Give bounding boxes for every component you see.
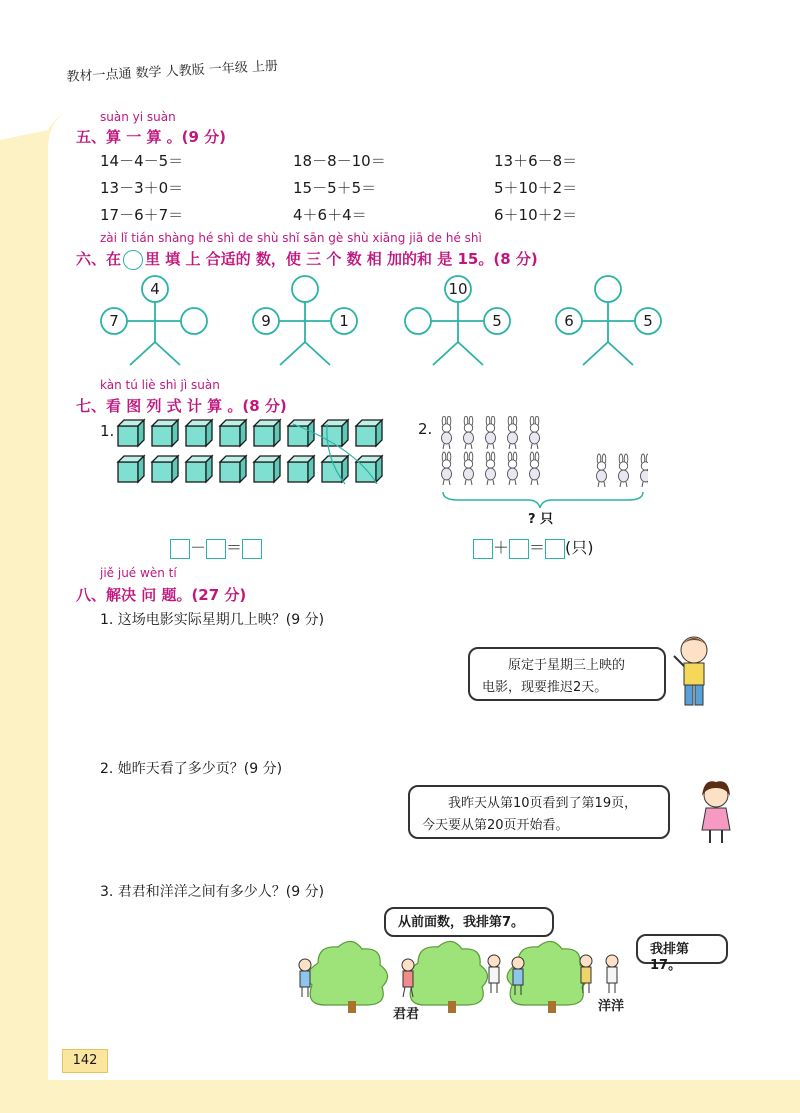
s8-title: 八、解决 问 题。(27 分): [76, 586, 247, 604]
plus-sign: ＋: [493, 538, 510, 557]
q3-speech-bubble-2: 我排第17。: [636, 934, 728, 964]
book-header: 教材一点通 数学 人教版 一年级 上册: [66, 58, 279, 85]
figure-right-circle: [181, 308, 207, 334]
q1-bubble-line: 原定于星期三上映的: [508, 658, 626, 673]
s5-eq: 15－5＋5＝: [293, 179, 377, 197]
s7-p2-number: 2.: [418, 420, 433, 438]
queue-picture: [290, 935, 630, 1015]
answer-box[interactable]: [206, 539, 226, 559]
brace-label: ? 只: [528, 512, 554, 527]
s5-eq: 17－6＋7＝: [100, 206, 184, 224]
s5-eq: 13－3＋0＝: [100, 179, 184, 197]
s5-eq: 5＋10＋2＝: [494, 179, 578, 197]
rabbits-picture: [438, 416, 648, 516]
answer-box[interactable]: [242, 539, 262, 559]
blank-circle-icon: [123, 250, 143, 270]
s7-equation-2: [473, 535, 594, 559]
s8-pinyin: jiě jué wèn tí: [100, 566, 177, 580]
name-label-junjun: 君君: [393, 1007, 420, 1022]
rabbit-icon: [442, 416, 649, 487]
answer-box[interactable]: [473, 539, 493, 559]
s7-p1-number: 1.: [100, 422, 115, 440]
fig2-right-value: 1: [339, 312, 349, 330]
fig2-left-value: 9: [261, 312, 271, 330]
fig4-right-value: 5: [643, 312, 653, 330]
cubes-picture: [115, 418, 390, 488]
q1-text: 1. 这场电影实际星期几上映？(9 分): [100, 612, 325, 628]
s5-eq: 4＋6＋4＝: [293, 206, 367, 224]
answer-box[interactable]: [545, 539, 565, 559]
cube-icon: [118, 420, 382, 482]
minus-sign: －: [190, 538, 207, 557]
answer-box[interactable]: [170, 539, 190, 559]
tree-icon: [307, 941, 587, 1005]
q3-text: 3. 君君和洋洋之间有多少人？(9 分): [100, 884, 325, 900]
equals-sign: ＝: [529, 538, 546, 557]
fig3-top-value: 10: [448, 280, 468, 298]
s5-eq: 13＋6－8＝: [494, 152, 578, 170]
q2-bubble-line: 我昨天从第10页看到了第19页，: [448, 796, 638, 811]
name-label-yangyang: 洋洋: [598, 999, 625, 1014]
equals-sign: ＝: [226, 538, 243, 557]
fig1-left-value: 7: [109, 312, 119, 330]
girl-icon: [696, 780, 736, 846]
s6-title-pre: 六、在: [76, 250, 122, 268]
page-number: 142: [62, 1049, 108, 1073]
boy-icon: [672, 632, 718, 712]
fig1-top-value: 4: [150, 280, 160, 298]
fig4-left-value: 6: [564, 312, 574, 330]
unit-label: (只): [565, 538, 594, 557]
s6-pinyin: zài lǐ tián shàng hé shì de shù shǐ sān gè shù xiāng jiā de hé shì: [100, 231, 482, 245]
q2-speech-bubble: [408, 785, 670, 839]
figure-left-circle: [405, 308, 431, 334]
q1-bubble-line: 电影，现要推迟2天。: [482, 680, 608, 695]
q2-bubble-line: 今天要从第20页开始看。: [422, 818, 569, 833]
s5-pinyin: suàn yi suàn: [100, 110, 176, 124]
figure-head-circle: [292, 276, 318, 302]
s5-eq: 18－8－10＝: [293, 152, 386, 170]
s7-equation-1: [170, 535, 262, 559]
answer-box[interactable]: [509, 539, 529, 559]
fig3-right-value: 5: [492, 312, 502, 330]
s5-eq: 14－4－5＝: [100, 152, 184, 170]
q3-speech-bubble-1: 从前面数，我排第7。: [384, 907, 554, 937]
figure-head-circle: [595, 276, 621, 302]
s7-title: 七、看 图 列 式 计 算 。(8 分): [76, 397, 287, 415]
q1-speech-bubble: [468, 647, 666, 701]
s7-pinyin: kàn tú liè shì jì suàn: [100, 378, 220, 392]
s5-eq: 6＋10＋2＝: [494, 206, 578, 224]
s6-title: [76, 248, 538, 270]
q2-text: 2. 她昨天看了多少页？(9 分): [100, 761, 283, 777]
s6-title-post: 里 填 上 合适的 数，使 三 个 数 相 加的和 是 15。(8 分): [145, 250, 538, 268]
brace-mark: [443, 492, 643, 508]
s5-title: 五、算 一 算 。(9 分): [76, 128, 227, 146]
